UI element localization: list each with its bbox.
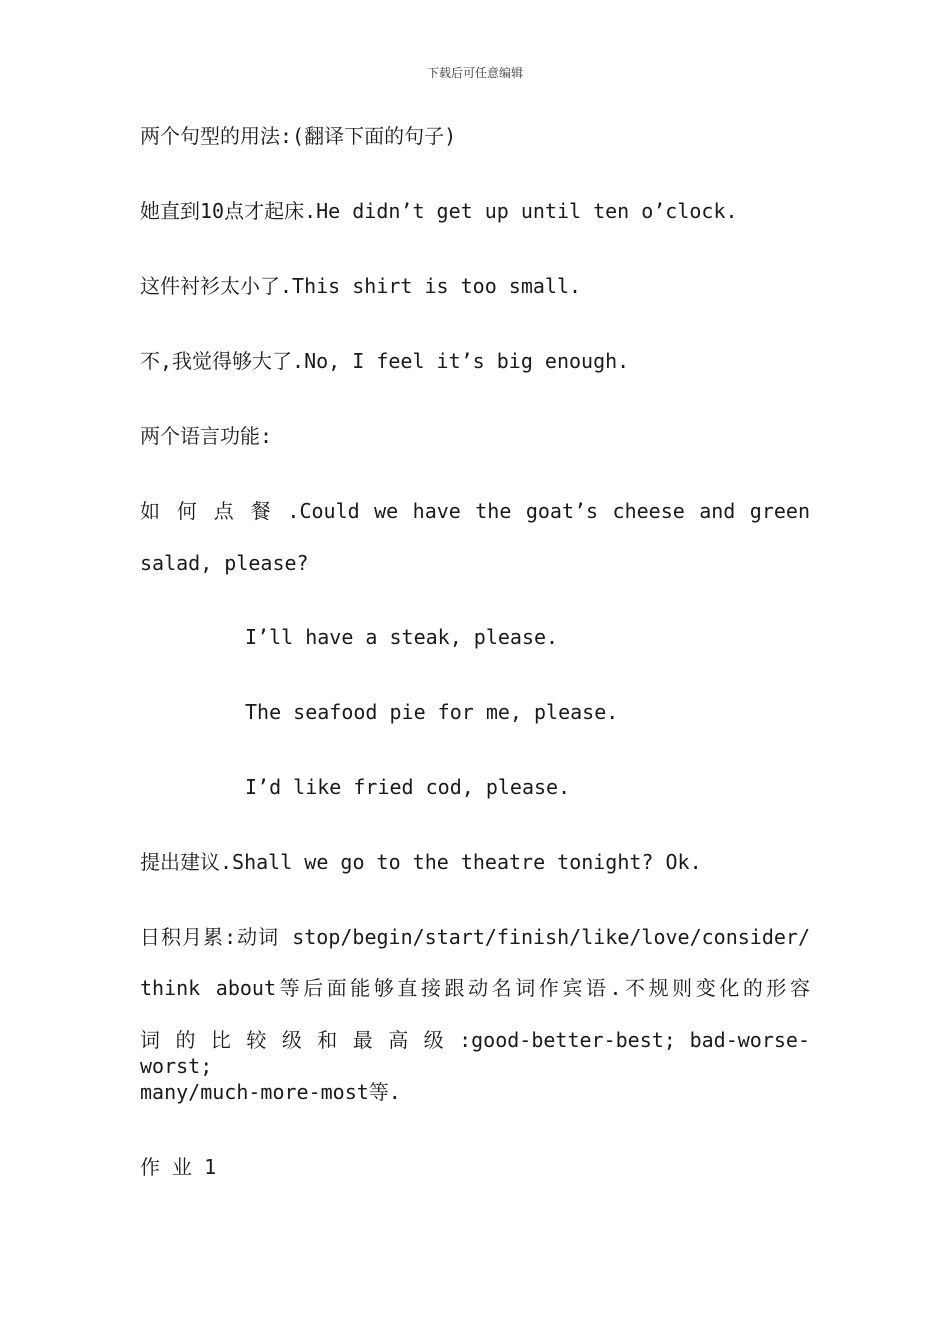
- accumulation-line-3: 词 的 比 较 级 和 最 高 级 :good-better-best; bad-worse-worst;: [140, 1028, 810, 1078]
- section-heading-language-functions: 两个语言功能:: [140, 424, 273, 448]
- ordering-example-seafood-pie: The seafood pie for me, please.: [245, 700, 619, 724]
- ordering-example-fried-cod: I’d like fried cod, please.: [245, 775, 571, 799]
- example-sentence-enough: 不,我觉得够大了.No, I feel it’s big enough.: [140, 349, 630, 373]
- example-sentence-too-small: 这件衬衫太小了.This shirt is too small.: [140, 274, 582, 298]
- section-heading-sentence-patterns: 两个句型的用法:(翻译下面的句子): [140, 124, 457, 148]
- accumulation-line-4: many/much-more-most等.: [140, 1080, 401, 1104]
- suggestion-example: 提出建议.Shall we go to the theatre tonight? Ok.: [140, 850, 702, 874]
- ordering-example-steak: I’ll have a steak, please.: [245, 625, 559, 649]
- ordering-food-line-1: 如 何 点 餐 .Could we have the goat’s cheese and green: [140, 499, 810, 523]
- example-sentence-until: 她直到10点才起床.He didn’t get up until ten o’clock.: [140, 199, 738, 223]
- accumulation-line-2: think about等后面能够直接跟动名词作宾语.不规则变化的形容: [140, 976, 810, 1000]
- accumulation-line-1: 日积月累:动词 stop/begin/start/finish/like/love/consider/: [140, 925, 810, 949]
- ordering-food-line-2: salad, please?: [140, 551, 309, 575]
- homework-heading: 作 业 1: [140, 1155, 217, 1179]
- page-header: 下载后可任意编辑: [426, 66, 523, 80]
